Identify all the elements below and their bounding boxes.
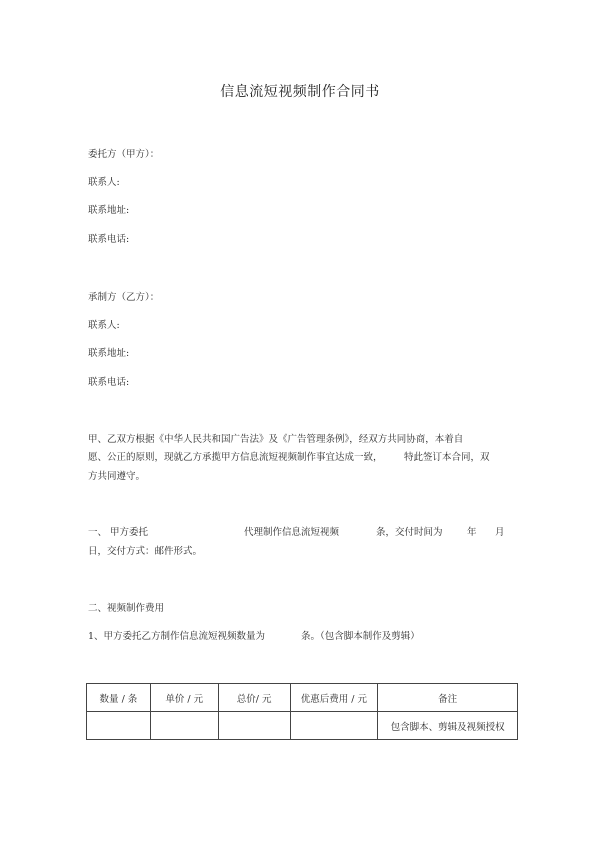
- preamble-line-1: 甲、乙双方根据《中华人民共和国广告法》及《广告管理条例》，经双方共同协商，本着自: [88, 434, 464, 445]
- section1-month: 月: [495, 527, 505, 538]
- page-title: 信息流短视频制作合同书: [220, 84, 380, 100]
- fee-header-unit-price: 单价 / 元: [150, 684, 218, 712]
- fee-header-total: 总价/ 元: [218, 684, 290, 712]
- party-a-heading: 委托方（甲方）：: [88, 149, 160, 160]
- section2-heading: 二、视频制作费用: [88, 603, 165, 614]
- section1-year: 年: [467, 527, 477, 538]
- section1-line-2: 日，交付方式：邮件形式。: [88, 546, 203, 557]
- section1-delivery-time: 条，交付时间为: [376, 527, 443, 538]
- fee-table-header-row: [87, 684, 518, 712]
- preamble-line-2a: 愿、公正的原则，现就乙方承揽甲方信息流短视频制作事宜达成一致，: [88, 452, 383, 463]
- fee-cell-quantity: [87, 712, 151, 740]
- preamble-line-3: 方共同遵守。: [88, 471, 146, 482]
- section2-item1-a: 1、甲方委托乙方制作信息流短视频数量为: [88, 631, 266, 642]
- fee-cell-discounted: [290, 712, 378, 740]
- fee-header-discounted: 优惠后费用 / 元: [290, 684, 378, 712]
- fee-table-row: [87, 712, 518, 740]
- fee-header-remarks: 备注: [378, 684, 518, 712]
- party-a-address: 联系地址:: [88, 205, 130, 216]
- party-b-phone: 联系电话:: [88, 377, 130, 388]
- fee-cell-total: [218, 712, 290, 740]
- party-b-address: 联系地址:: [88, 348, 130, 359]
- section1-agent: 代理制作信息流短视频: [244, 527, 340, 538]
- preamble-line-2b: 特此签订本合同，双: [404, 452, 490, 463]
- fee-cell-unit-price: [150, 712, 218, 740]
- section2-item1-b: 条。（包含脚本制作及剪辑）: [301, 631, 420, 642]
- party-b-heading: 承制方（乙方）：: [88, 292, 160, 303]
- party-b-contact: 联系人:: [88, 320, 120, 331]
- fee-cell-remarks: 包含脚本、剪辑及视频授权: [378, 712, 518, 740]
- fee-table: [86, 683, 518, 740]
- party-a-contact: 联系人:: [88, 177, 120, 188]
- section1-lead: 一、 甲方委托: [88, 527, 149, 538]
- party-a-phone: 联系电话:: [88, 234, 130, 245]
- fee-header-quantity: 数量 / 条: [87, 684, 151, 712]
